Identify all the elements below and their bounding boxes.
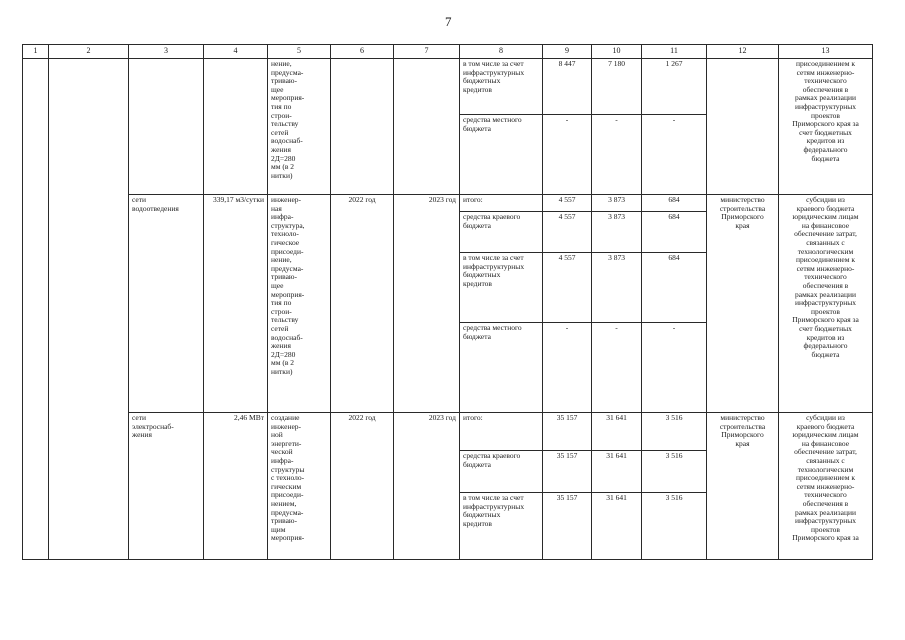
header-row [23, 45, 873, 59]
value-total: 4 557 [543, 253, 592, 323]
header-cell: 4 [204, 45, 268, 59]
start-year: 2022 год [331, 195, 394, 413]
header-cell: 3 [129, 45, 204, 59]
value-year1: 3 873 [592, 253, 642, 323]
col2-cell [49, 59, 129, 560]
value-total: 4 557 [543, 212, 592, 253]
measure-text: нение, предусма- триваю- щее мероприя- тия по строи- тельству сетей водоснаб- жения 2Д=280 мм (в 2 нитки) [268, 59, 331, 195]
value-total: 8 447 [543, 59, 592, 115]
funding-source: итого: [460, 195, 543, 212]
col4-cell [204, 59, 268, 195]
header-cell: 11 [642, 45, 707, 59]
col6-cell [331, 59, 394, 195]
header-cell: 8 [460, 45, 543, 59]
col12-cell [707, 59, 779, 195]
header-cell: 1 [23, 45, 49, 59]
value-year2: - [642, 115, 707, 195]
table-row [23, 59, 873, 115]
start-year: 2022 год [331, 413, 394, 560]
value-total: 4 557 [543, 195, 592, 212]
capacity: 339,17 м3/сутки [204, 195, 268, 413]
value-total: 35 157 [543, 493, 592, 560]
network-name: сети водоотведения [129, 195, 204, 413]
col7-cell [394, 59, 460, 195]
value-year2: 3 516 [642, 413, 707, 451]
responsible-org: министерство строительства Приморского края [707, 413, 779, 560]
value-year2: 684 [642, 195, 707, 212]
value-year1: 3 873 [592, 195, 642, 212]
table-row [23, 413, 873, 451]
end-year: 2023 год [394, 195, 460, 413]
table-row [23, 195, 873, 212]
value-year1: 31 641 [592, 493, 642, 560]
header-cell: 10 [592, 45, 642, 59]
value-year1: - [592, 115, 642, 195]
header-cell: 12 [707, 45, 779, 59]
header-cell: 7 [394, 45, 460, 59]
end-year: 2023 год [394, 413, 460, 560]
page-number: 7 [445, 14, 452, 29]
funding-source: в том числе за счет инфраструктурных бюджетных кредитов [460, 253, 543, 323]
value-year1: 3 873 [592, 212, 642, 253]
value-year2: 684 [642, 212, 707, 253]
header-cell: 5 [268, 45, 331, 59]
header-cell: 13 [779, 45, 873, 59]
header-cell: 9 [543, 45, 592, 59]
measure-text: создание инженер- ной энергети- ческой инфра- структуры с техноло- гическим присоеди- нением, предусма- триваю- щим мероприя- [268, 413, 331, 560]
value-year2: 684 [642, 253, 707, 323]
value-year2: - [642, 323, 707, 413]
funding-source: итого: [460, 413, 543, 451]
value-total: 35 157 [543, 451, 592, 493]
col3-cell [129, 59, 204, 195]
network-name: сети электроснаб- жения [129, 413, 204, 560]
value-year2: 3 516 [642, 451, 707, 493]
funding-source: средства краевого бюджета [460, 212, 543, 253]
funding-source: средства местного бюджета [460, 115, 543, 195]
value-year1: 7 180 [592, 59, 642, 115]
responsible-org: министерство строительства Приморского края [707, 195, 779, 413]
funding-source: в том числе за счет инфраструктурных бюджетных кредитов [460, 493, 543, 560]
value-year1: - [592, 323, 642, 413]
value-total: - [543, 115, 592, 195]
document-table [22, 44, 873, 560]
header-cell: 6 [331, 45, 394, 59]
col1-cell [23, 59, 49, 560]
mechanism-text: присоединением к сетям инженерно- технического обеспечения в рамках реализации инфраструктурных проектов Приморского края за счет бюджетных кредитов из федерального бюджета [779, 59, 873, 195]
funding-source: средства местного бюджета [460, 323, 543, 413]
mechanism-text: субсидии из краевого бюджета юридическим лицам на финансовое обеспечение затрат, связанных с технологическим присоединением к сетям инженерно- технического обеспечения в рамках реализации инфраструктурных проектов Приморского края за [779, 413, 873, 560]
measure-text: инженер- ная инфра- структура, техноло- гическое присоеди- нение, предусма- триваю- щее мероприя- тия по строи- тельству сетей водоснаб- жения 2Д=280 мм (в 2 нитки) [268, 195, 331, 413]
header-cell: 2 [49, 45, 129, 59]
value-year1: 31 641 [592, 451, 642, 493]
value-year1: 31 641 [592, 413, 642, 451]
mechanism-text: субсидии из краевого бюджета юридическим лицам на финансовое обеспечение затрат, связанных с технологическим присоединением к сетям инженерно- технического обеспечения в рамках реализации инфраструктурных проектов Приморского края за счет бюджетных кредитов из федерального бюджета [779, 195, 873, 413]
value-year2: 3 516 [642, 493, 707, 560]
funding-source: средства краевого бюджета [460, 451, 543, 493]
value-total: - [543, 323, 592, 413]
value-total: 35 157 [543, 413, 592, 451]
value-year2: 1 267 [642, 59, 707, 115]
capacity: 2,46 МВт [204, 413, 268, 560]
funding-source: в том числе за счет инфраструктурных бюджетных кредитов [460, 59, 543, 115]
